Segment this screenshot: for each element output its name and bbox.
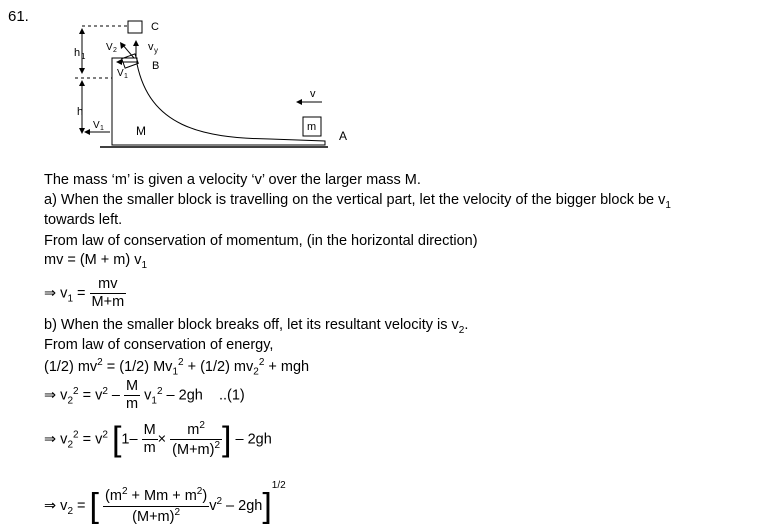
eq6-num-sq2: 2 <box>196 486 203 498</box>
eq1-text: mv = (M + m) v <box>44 252 142 268</box>
question-number: 61. <box>8 8 29 25</box>
eq6-den-sq: 2 <box>174 506 181 518</box>
line4-sub: 2 <box>458 324 465 336</box>
equation-v2-expanded: ⇒ $v_2^2 = v^2$ [1– $\frac{M}{m}$ × $\frac{m^2}{(M+m)^2}$ ] – 2gh <box>44 420 272 459</box>
label-a: A <box>339 129 348 143</box>
eq4-tail: – 2gh <box>162 387 203 404</box>
eq5-left-bracket: [ <box>111 420 122 459</box>
eq4-prefix: ⇒ v <box>44 387 68 404</box>
text-line-2-sub: 1 <box>665 199 671 211</box>
eq4-fraction <box>124 378 140 414</box>
eq6-prefix: ⇒ v <box>44 498 68 514</box>
eq6-num-sq1: 2 <box>121 486 128 498</box>
eq5-times: × <box>157 431 167 448</box>
text-line-2b: towards left. <box>44 212 123 228</box>
block-ramp-diagram <box>60 14 360 154</box>
eq4-sq2: 2 <box>102 385 108 397</box>
text-line-2 <box>44 192 768 212</box>
label-vy-sub: y <box>154 46 158 55</box>
eq5-fraction2 <box>170 420 222 459</box>
text-line-4 <box>44 317 768 337</box>
text-line-3: From law of conservation of momentum, (in the horizontal direction) <box>44 233 478 249</box>
eq5-sq2: 2 <box>102 429 108 441</box>
label-v1-bottom-sub: 1 <box>100 125 104 132</box>
line4-main: b) When the smaller block breaks off, let its resultant velocity is v <box>44 317 459 333</box>
eq4-sq: 2 <box>73 385 79 397</box>
eq1-sub: 1 <box>141 259 148 271</box>
eq3-c: + (1/2) mv <box>183 358 254 375</box>
eq6-den: (M+m) <box>132 508 175 525</box>
eq6-after-sq: 2 <box>216 496 223 508</box>
eq5-f1-den: m <box>143 440 156 457</box>
eq6-pow: 1/2 <box>271 480 286 491</box>
eq6-num-c: ) <box>202 488 208 505</box>
eq5-right-bracket: ] <box>222 420 232 459</box>
text-line-2-main: a) When the smaller block is travelling on the vertical part, let the velocity of the bigger block be v <box>44 192 666 208</box>
eq6-den-wrap <box>103 507 209 526</box>
eq6-left-bracket: [ <box>89 487 99 526</box>
eq3-sq2: 2 <box>178 357 184 368</box>
eq6-right-bracket: ] <box>262 487 272 526</box>
label-v1-top-sub: 1 <box>124 73 128 80</box>
eq5-f2-den-wrap <box>170 440 222 459</box>
eq2-prefix: ⇒ v <box>44 285 68 302</box>
equation-v1 <box>44 276 126 312</box>
equation-energy: (1/2) $mv^2 = (1/2) Mv_1^2 + (1/2) mv_2^2$ + mgh <box>44 357 310 378</box>
eq4-den: m <box>126 396 139 413</box>
eq4-num: M <box>124 378 140 396</box>
eq4-sq3: 2 <box>156 385 163 397</box>
label-h: h <box>77 106 84 118</box>
eq6-num-wrap <box>103 486 209 506</box>
eq5-tail: – 2gh <box>235 431 272 448</box>
label-vy: v <box>148 41 154 53</box>
eq6-sub: 2 <box>67 505 73 517</box>
eq2-fraction <box>90 276 127 312</box>
eq3-sq1: 2 <box>97 357 103 368</box>
equation-v2-squared: ⇒ $v_2^2 = v^2$ – $\frac{M}{m}$ $v_1^2 - 2gh$ ..(1) <box>44 378 245 413</box>
eq2-num: mv <box>90 276 127 294</box>
label-h1: h <box>74 47 81 59</box>
eq3-d: + mgh <box>264 358 310 375</box>
eq6-num: (m <box>105 488 122 505</box>
eq5-sq: 2 <box>73 429 79 441</box>
eq5-f2-num: m <box>187 421 200 438</box>
label-h1-sub: 1 <box>81 52 86 61</box>
eq6-fraction <box>103 486 209 525</box>
eq6-num-b: + Mm + m <box>127 488 197 505</box>
eq4-mid: = v <box>78 387 103 404</box>
position-c-box <box>128 21 142 33</box>
eq5-one: 1– <box>121 431 138 448</box>
label-v2-sub: 2 <box>113 47 117 54</box>
eq4-minus: – <box>107 387 120 404</box>
eq6-tail: – 2gh <box>222 498 263 514</box>
text-line-5: From law of conservation of energy, <box>44 337 274 353</box>
eq5-prefix: ⇒ v <box>44 431 68 448</box>
eq5-fraction1 <box>142 422 158 458</box>
eq5-f2-num-wrap <box>170 420 222 440</box>
text-line-1: The mass ‘m’ is given a velocity ‘v’ over the larger mass M. <box>44 172 421 188</box>
eq3-a: (1/2) mv <box>44 358 98 375</box>
eq5-f1-num: M <box>142 422 158 440</box>
eq4-after: v <box>144 387 152 404</box>
label-v1-top: V <box>117 68 124 79</box>
label-v: v <box>310 88 316 100</box>
label-M: M <box>136 124 146 138</box>
eq6-eq: = <box>73 498 86 514</box>
eq2-sub: 1 <box>67 293 73 305</box>
eq2-den: M+m <box>91 294 125 311</box>
eq6-after: v <box>209 498 217 514</box>
label-v1-bottom: V <box>93 120 100 131</box>
eq3-b: = (1/2) Mv <box>102 358 173 375</box>
label-c: C <box>151 21 159 33</box>
label-v2: V <box>106 42 113 53</box>
eq3-sq3: 2 <box>258 357 265 368</box>
eq5-f2-den: (M+m) <box>172 442 215 459</box>
eq4-tag: ..(1) <box>218 387 245 404</box>
equation-v2-final <box>44 480 286 526</box>
line4-end: . <box>464 317 469 333</box>
equation-momentum <box>44 252 768 272</box>
label-b: B <box>152 60 160 72</box>
eq2-eq: = <box>73 285 86 302</box>
eq5-eq: = v <box>78 431 103 448</box>
label-m: m <box>307 121 317 133</box>
eq5-f2-den-sq: 2 <box>214 440 221 452</box>
eq5-f2-num-sq: 2 <box>199 420 205 431</box>
